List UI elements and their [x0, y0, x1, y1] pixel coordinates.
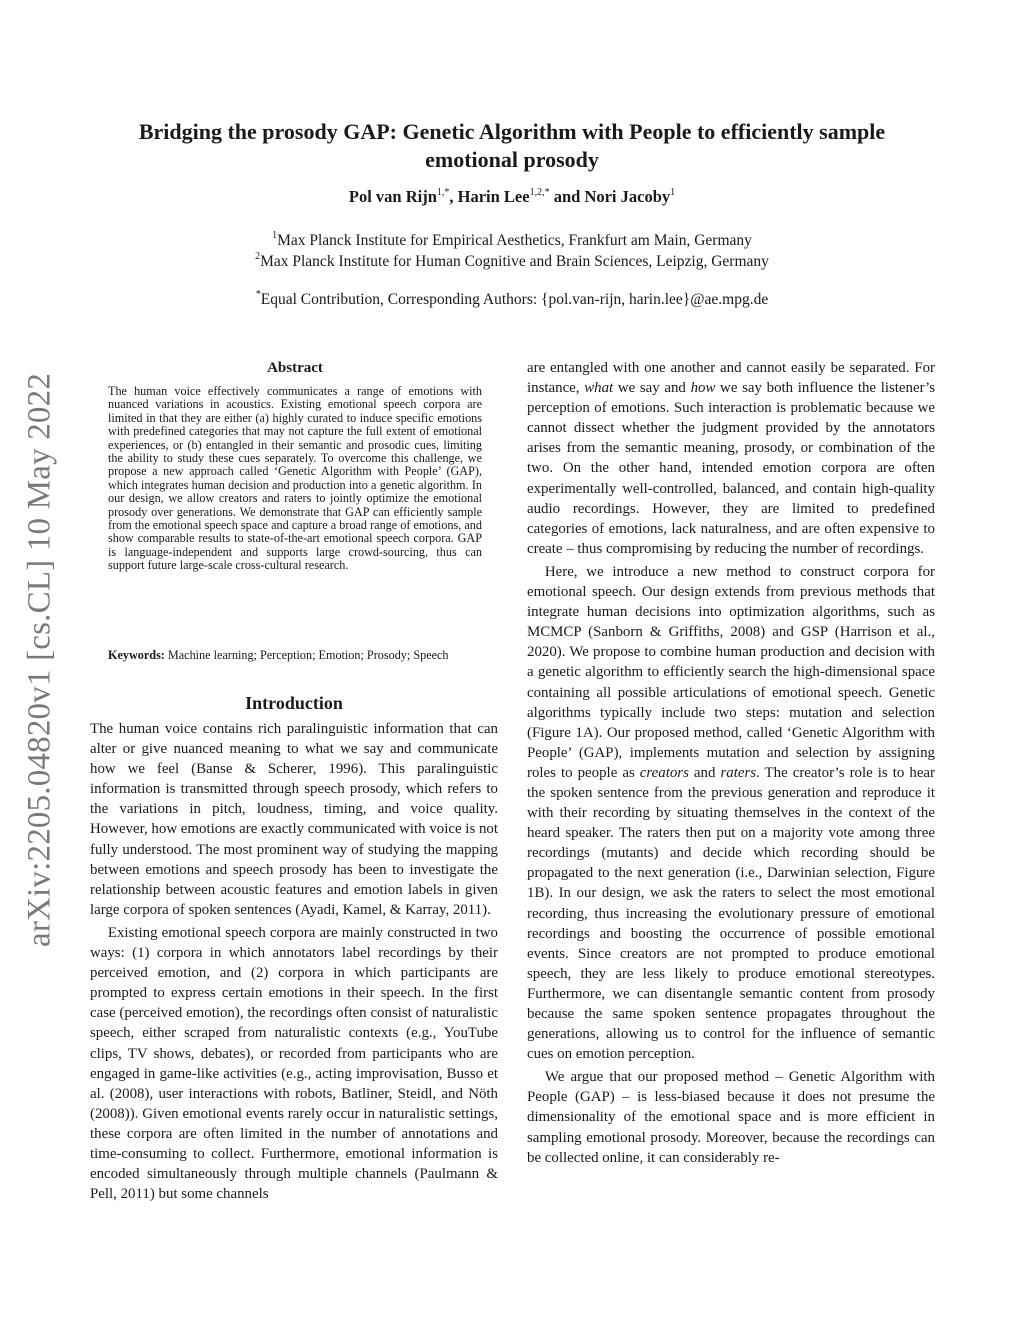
affiliation-line	[90, 230, 934, 251]
affiliation-text: Max Planck Institute for Human Cognitive and Brain Sciences, Leipzig, Germany	[260, 253, 769, 270]
arxiv-identifier-text: arXiv:2205.04820v1 [cs.CL] 10 May 2022	[21, 372, 58, 948]
author-affiliation-mark: 1	[670, 187, 676, 198]
text-run: . The creator’s role is to hear the spoken sentence from the previous generation and reproduce it with their recording by situating themselves in the context of the heard speaker. The raters then put on a majority vote among three recordings (mutants) and decide which recording should be propagated to the next generation (i.e., Darwinian selection, Figure 1B). In our design, we ask the raters to select the most emotional recording, thus increasing the evolutionary pressure of emotional recordings and boosting the occurrence of possible emotional events. Since creators are not prompted to produce emotional speech, they are less likely to produce emotional stereotypes. Furthermore, we can disentangle semantic content from prosody because the same spoken sentence propagates throughout the generations, allowing us to control for the influence of semantic cues on emotion perception.	[527, 764, 935, 1063]
paragraph: Existing emotional speech corpora are mainly constructed in two ways: (1) corpora in which annotators label recordings by their perceived emotion, and (2) corpora in which participants are prompted to express certain emotions in their speech. In the first case (perceived emotion), the recordings often consist of naturalistic speech, either scraped from naturalistic contexts (e.g., YouTube clips, TV shows, debates), or recorded from participants who are engaged in game-like activities (e.g., acting improvisation, Busso et al. (2008), user interactions with robots, Batliner, Steidl, and Nöth (2008)). Given emotional events rarely occur in naturalistic settings, these corpora are often limited in the number of annotations and time-consuming to collect. Furthermore, emotional information is encoded simultaneously through multiple channels (Paulmann & Pell, 2011) but some channels	[90, 924, 498, 1203]
equal-contribution-text: Equal Contribution, Corresponding Authors: {pol.van-rijn, harin.lee}@ae.mpg.de	[260, 291, 769, 308]
author-name: Nori Jacoby	[584, 187, 671, 206]
affiliation-line	[90, 251, 934, 272]
text-run: and	[688, 764, 721, 781]
equal-contribution-note	[90, 289, 934, 310]
right-column	[527, 358, 935, 1168]
abstract-text: The human voice effectively communicates a range of emotions with nuanced variations in acoustics. Existing emotional speech corpora are limited in that they are either (a) highly curated to induce specific emotions with predefined categories that may not capture the full extent of emotional experiences, or (b) entangled in their semantic and prosodic cues, limiting the ability to study these cues separately. To overcome this challenge, we propose a new approach called ‘Genetic Algorithm with People’ (GAP), which integrates human decision and production into a genetic algorithm. In our design, we allow creators and raters to jointly optimize the emotional prosody over generations. We demonstrate that GAP can efficiently sample from the emotional speech space and capture a broad range of emotions, and show comparable results to state-of-the-art emotional speech corpora. GAP is language-independent and supports large crowd-sourcing, thus can support future large-scale cross-cultural research.	[108, 384, 482, 573]
text-run: we say both influence the listener’s perception of emotions. Such interaction is problematic because we cannot dissect whether the judgment provided by the annotators arises from the semantic meaning, prosody, or combination of the two. On the other hand, intended emotion corpora are often experimentally well-controlled, balanced, and contain high-quality audio recordings. However, they are limited to predefined categories of emotions, lack naturalness, and are often expensive to create – thus compromising by reducing the number of recordings.	[527, 380, 936, 557]
keywords-text: Machine learning; Perception; Emotion; Prosody; Speech	[164, 648, 449, 662]
emphasis: how	[690, 380, 716, 397]
affiliations	[90, 230, 934, 272]
author-affiliation-mark: 1,*	[436, 187, 450, 198]
introduction-heading: Introduction	[245, 693, 343, 713]
author-name: Harin Lee	[457, 187, 530, 206]
affiliation-mark: 2	[255, 251, 261, 262]
paragraph: We argue that our proposed method – Genetic Algorithm with People (GAP) – is less-biased because it does not presume the dimensionality of the emotional space and is more efficient in sampling emotional prosody. Moreover, because the recordings can be collected online, it can considerably re-	[527, 1069, 935, 1166]
emphasis: raters	[720, 764, 757, 781]
emphasis: what	[584, 380, 614, 397]
text-run: are entangled with one another and cannot easily be separated. For instance,	[527, 360, 935, 397]
paper-title: Bridging the prosody GAP: Genetic Algorithm with People to efficiently sample emotional prosody	[138, 119, 886, 172]
text-run: Here, we introduce a new method to construct corpora for emotional speech. Our design extends from previous methods that integrate human decisions into optimization algorithms, such as MCMCP (Sanborn & Griffiths, 2008) and GSP (Harrison et al., 2020). We propose to combine human production and decision with a genetic algorithm to efficiently search the high-dimensional space containing all possible articulations of emotional speech. Genetic algorithms typically include two steps: mutation and selection (Figure 1A). Our proposed method, called ‘Genetic Algorithm with People’ (GAP), implements mutation and selection by assigning roles to people as	[527, 563, 935, 781]
abstract-heading: Abstract	[267, 360, 323, 376]
affiliation-mark: 1	[272, 230, 278, 241]
keywords-label: Keywords:	[108, 648, 165, 662]
text-run: we say and	[613, 380, 691, 397]
author-separator: and	[549, 187, 585, 206]
keywords	[108, 648, 482, 663]
equal-contribution-mark: *	[255, 289, 261, 300]
author-affiliation-mark: 1,2,*	[529, 187, 550, 198]
author-name: Pol van Rijn	[348, 187, 437, 206]
author-list	[90, 186, 934, 208]
author-separator: ,	[449, 187, 458, 206]
affiliation-text: Max Planck Institute for Empirical Aesthetics, Frankfurt am Main, Germany	[277, 232, 752, 249]
paragraph	[527, 358, 935, 559]
paragraph: The human voice contains rich paralinguistic information that can alter or give nuanced meaning to what we say and communicate how we feel (Banse & Scherer, 1996). This paralinguistic information is transmitted through speech prosody, which refers to the variations in pitch, loudness, timing, and voice quality. However, how emotions are exactly communicated with voice is not fully understood. The most prominent way of studying the mapping between emotions and speech prosody has been to investigate the relationship between acoustic features and emotion labels in given large corpora of spoken sentences (Ayadi, Kamel, & Karray, 2011).	[90, 721, 498, 918]
emphasis: creators	[639, 764, 689, 781]
paragraph	[527, 562, 935, 1064]
left-column	[90, 719, 498, 1204]
